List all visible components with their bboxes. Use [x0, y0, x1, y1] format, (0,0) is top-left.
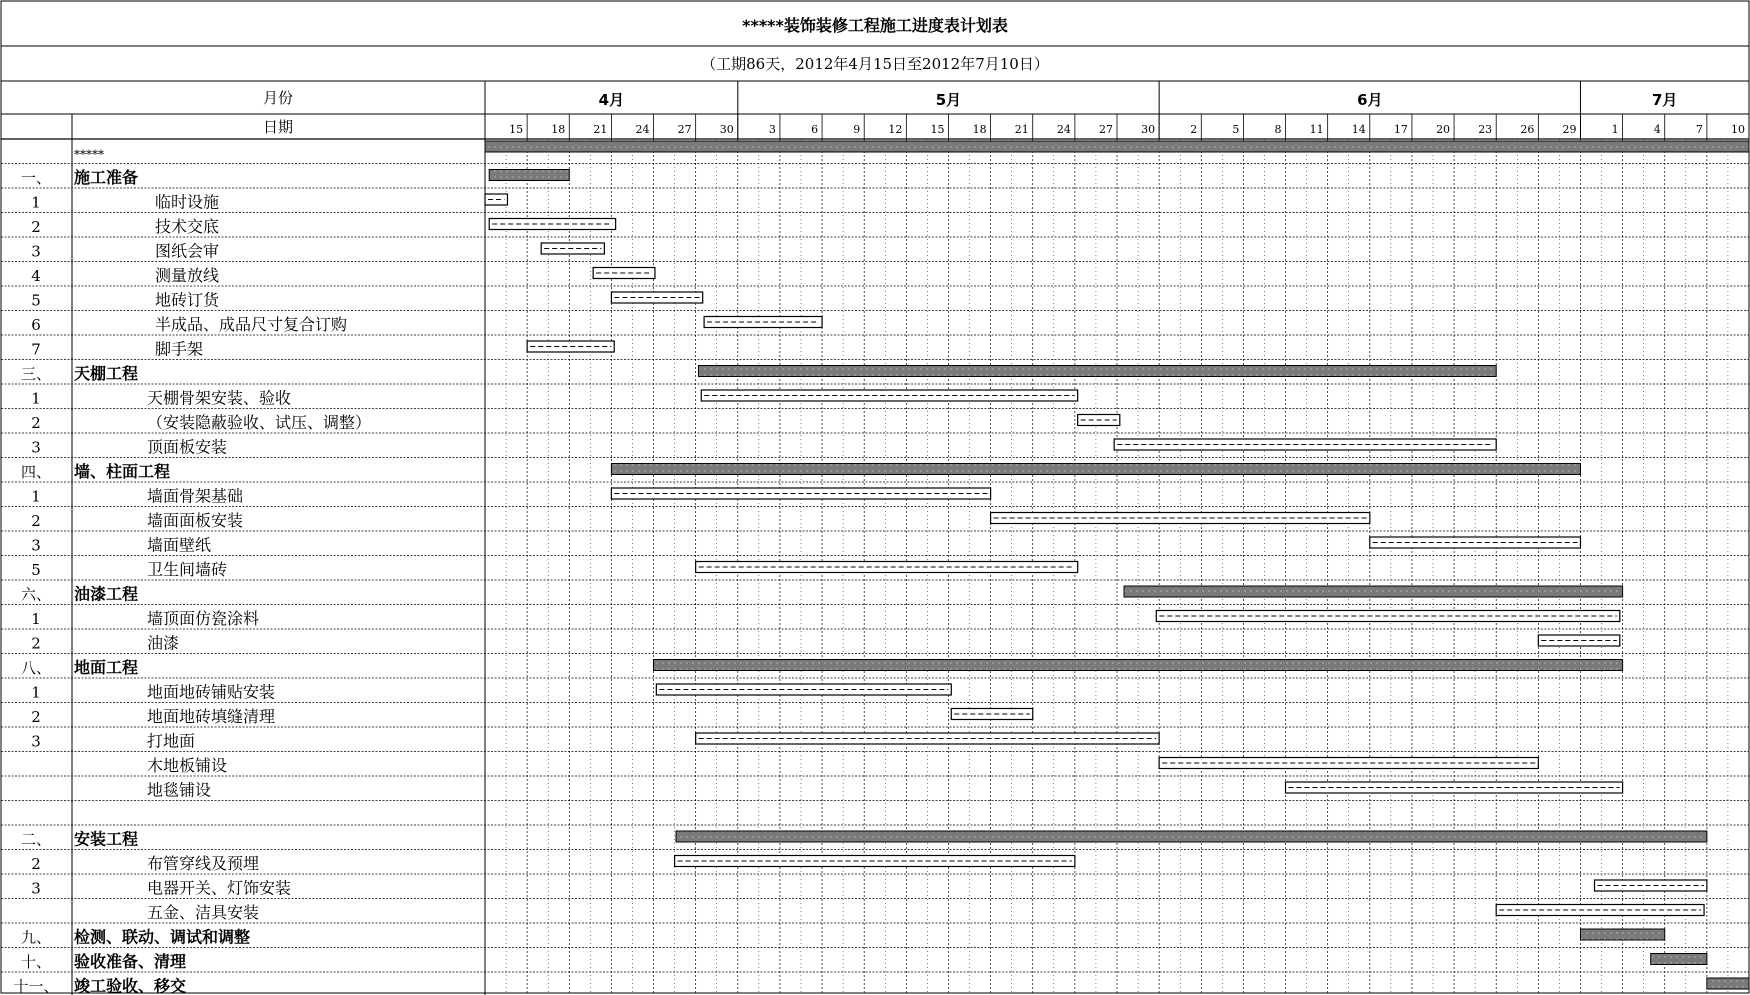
tick-label: 27: [1099, 123, 1113, 136]
task-name: 油漆: [147, 633, 180, 653]
task-name: 脚手架: [155, 339, 204, 359]
tick-label: 5: [1232, 123, 1240, 136]
tick-label: 17: [1393, 123, 1408, 136]
timeline-header: [509, 81, 1745, 139]
month-label: 7月: [1652, 91, 1678, 109]
task-name: 布管穿线及预埋: [147, 854, 260, 873]
group-bar: [676, 831, 1707, 842]
tick-label: 6: [811, 123, 819, 136]
row-index: 三、: [20, 365, 52, 383]
task-name: 技术交底: [155, 217, 220, 236]
row-index: 6: [31, 316, 41, 334]
row-index: 5: [31, 291, 41, 310]
group-bar: [1651, 954, 1707, 965]
task-name: 墙顶面仿瓷涂料: [147, 609, 260, 628]
task-name: *****: [74, 147, 104, 162]
group-name: 油漆工程: [74, 584, 139, 604]
tick-label: 4: [1653, 123, 1661, 136]
tick-label: 10: [1731, 123, 1745, 136]
group-name: 墙、柱面工程: [74, 462, 171, 481]
row-index: 2: [31, 218, 41, 236]
tick-label: 8: [1274, 123, 1282, 136]
tick-label: 30: [719, 123, 734, 136]
row-index: 3: [31, 242, 41, 261]
task-name: （安装隐蔽验收、试压、调整）: [147, 413, 372, 432]
month-label: 5月: [935, 91, 962, 109]
row-index: 2: [31, 855, 41, 873]
tick-label: 15: [930, 123, 945, 136]
row-index: 2: [31, 414, 41, 432]
overall-bar: [485, 141, 1749, 152]
row-index: 八、: [20, 659, 52, 677]
tick-label: 18: [551, 123, 566, 136]
row-index: 2: [31, 634, 41, 653]
row-index: 3: [31, 536, 41, 555]
task-name: 卫生间墙砖: [147, 560, 228, 579]
group-name: 安装工程: [74, 829, 139, 849]
row-index: 3: [31, 732, 41, 751]
group-name: 天棚工程: [74, 364, 139, 383]
task-name: 地面地砖铺贴安装: [147, 682, 276, 702]
tick-label: 9: [853, 123, 861, 136]
task-name: 墙面骨架基础: [147, 486, 244, 506]
row-index: 一、: [20, 169, 52, 187]
tick-label: 23: [1478, 123, 1493, 136]
tick-label: 29: [1562, 123, 1577, 136]
tick-label: 21: [593, 123, 608, 136]
tick-label: 24: [1056, 123, 1071, 136]
tick-label: 14: [1351, 123, 1366, 136]
tick-label: 30: [1141, 123, 1156, 136]
chart-title: *****装饰装修工程施工进度表计划表: [742, 16, 1008, 35]
group-bar: [654, 660, 1623, 671]
group-bar: [611, 464, 1580, 475]
task-name: 五金、洁具安装: [147, 903, 260, 922]
tick-label: 15: [509, 123, 524, 136]
tick-label: 27: [677, 123, 692, 136]
tick-label: 7: [1695, 123, 1703, 136]
row-index: 六、: [20, 585, 52, 604]
row-index: 二、: [20, 830, 52, 849]
group-bar: [1124, 586, 1623, 597]
tick-label: 11: [1309, 123, 1324, 136]
tick-label: 18: [972, 123, 987, 136]
task-name: 地面地砖填缝清理: [147, 707, 276, 726]
group-bar: [1707, 978, 1749, 989]
row-index: 十、: [20, 953, 52, 971]
row-index: 3: [31, 879, 41, 898]
task-name: 木地板铺设: [147, 756, 228, 775]
group-name: 验收准备、清理: [74, 952, 187, 971]
task-name: 墙面壁纸: [147, 535, 212, 555]
task-name: 打地面: [147, 731, 196, 751]
group-name: 施工准备: [74, 168, 139, 187]
month-label: 6月: [1357, 91, 1383, 109]
group-bar: [698, 366, 1496, 377]
task-name: 半成品、成品尺寸复合订购: [155, 315, 348, 334]
tick-label: 2: [1190, 123, 1198, 136]
tick-label: 1: [1611, 123, 1619, 136]
task-name: 测量放线: [155, 266, 220, 285]
task-name: 地砖订货: [155, 290, 220, 310]
task-name: 地毯铺设: [147, 780, 212, 800]
row-index: 2: [31, 708, 41, 726]
tick-label: 12: [888, 123, 903, 136]
month-header-label: 月份: [262, 89, 294, 107]
task-name: 墙面面板安装: [147, 511, 244, 530]
task-name: 临时设施: [155, 192, 220, 212]
row-index: 1: [31, 610, 41, 628]
task-name: 天棚骨架安装、验收: [147, 388, 292, 408]
row-index: 4: [31, 267, 41, 285]
task-name: 电器开关、灯饰安装: [147, 878, 292, 898]
row-index: 四、: [20, 463, 52, 481]
row-index: 1: [31, 389, 41, 408]
row-index: 2: [31, 512, 41, 530]
group-bar: [489, 170, 569, 181]
date-header-label: 日期: [262, 118, 294, 136]
group-name: 竣工验收、移交: [74, 976, 187, 995]
group-name: 地面工程: [74, 658, 139, 677]
row-index: 1: [31, 193, 41, 212]
row-index: 十一、: [13, 977, 59, 995]
month-label: 4月: [598, 91, 625, 109]
row-index: 1: [31, 487, 41, 506]
group-bar: [1580, 929, 1664, 940]
tick-label: 24: [635, 123, 650, 136]
row-index: 7: [31, 340, 41, 359]
tick-label: 3: [768, 123, 776, 136]
group-name: 检测、联动、调试和调整: [74, 927, 251, 947]
chart-subtitle: （工期86天，2012年4月15日至2012年7月10日）: [701, 55, 1049, 73]
row-index: 九、: [20, 928, 52, 947]
row-index: 3: [31, 438, 41, 457]
task-rows: [13, 148, 371, 995]
row-index: 1: [31, 683, 41, 702]
task-name: 顶面板安装: [147, 437, 228, 457]
tick-label: 26: [1520, 123, 1535, 136]
tick-label: 20: [1436, 123, 1451, 136]
row-index: 5: [31, 561, 41, 579]
tick-label: 21: [1014, 123, 1029, 136]
task-name: 图纸会审: [155, 241, 220, 261]
